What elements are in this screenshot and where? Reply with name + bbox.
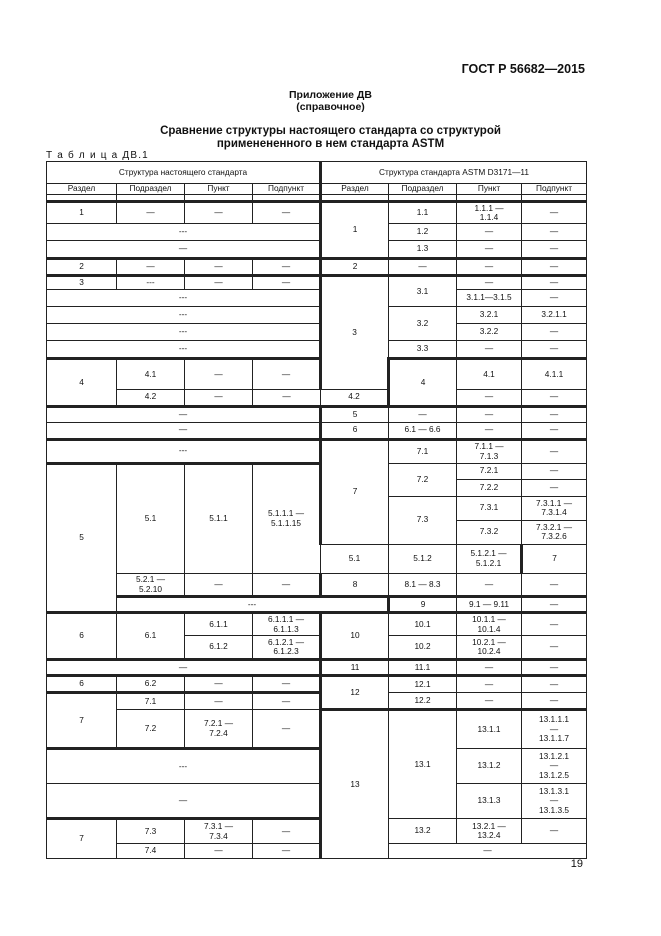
table-row	[47, 276, 587, 290]
table-row	[47, 307, 587, 324]
table-cell: 13.1.3	[457, 784, 522, 819]
table-cell: —	[457, 422, 522, 439]
table-cell: 6.1.1.1 — 6.1.1.3	[253, 613, 321, 636]
table-cell: —	[522, 574, 587, 597]
section-title	[0, 125, 661, 151]
column-header: Раздел	[321, 184, 389, 195]
table-cell: ---	[47, 307, 321, 324]
table-cell: 5.2.1 — 5.2.10	[117, 574, 185, 597]
table-cell: 13.1.1	[457, 710, 522, 749]
group-header-left: Структура настоящего стандарта	[47, 162, 321, 184]
page-number: 19	[570, 858, 583, 870]
table-cell: 1	[321, 202, 389, 259]
column-header: Подпункт	[253, 184, 321, 195]
table-cell: 3.1.1—3.1.5	[457, 290, 522, 307]
table-cell: ---	[47, 224, 321, 241]
table-cell: —	[47, 422, 321, 439]
table-cell: —	[522, 439, 587, 463]
table-cell: 7.1	[389, 439, 457, 463]
table-cell: 11	[321, 660, 389, 676]
standard-designation: ГОСТ Р 56682—2015	[461, 62, 585, 76]
table-cell: 13.1.2.1 — 13.1.2.5	[522, 749, 587, 784]
table-cell: —	[522, 324, 587, 341]
table-cell: —	[457, 241, 522, 259]
table-group-header-row	[47, 162, 587, 184]
table-cell: 1.1	[389, 202, 457, 224]
table-cell: 3.3	[389, 341, 457, 359]
column-header: Раздел	[47, 184, 117, 195]
table-cell: ---	[117, 597, 389, 613]
table-cell: 7.2.1	[457, 463, 522, 479]
table-row	[47, 259, 587, 276]
table-cell: 3	[47, 276, 117, 290]
table-cell: —	[253, 202, 321, 224]
table-cell: 5.1.2	[389, 544, 457, 574]
table-row	[47, 341, 587, 359]
table-cell: —	[185, 259, 253, 276]
table-cell: —	[253, 259, 321, 276]
column-header: Пункт	[457, 184, 522, 195]
table-cell: 7	[321, 439, 389, 544]
table-cell: —	[522, 660, 587, 676]
table-row	[47, 660, 587, 676]
table-cell: 6	[47, 613, 117, 660]
table-cell: —	[47, 406, 321, 422]
table-cell: 6	[321, 422, 389, 439]
table-cell: 7.3.2	[457, 520, 522, 544]
table-cell: —	[389, 844, 587, 859]
table-cell: 6.1 — 6.6	[389, 422, 457, 439]
column-header: Подпункт	[522, 184, 587, 195]
table-cell: 3.2	[389, 307, 457, 341]
table-cell: 3	[321, 276, 389, 390]
table-cell: 7.2	[117, 710, 185, 749]
section-title-line-1: Сравнение структуры настоящего стандарта со структурой	[160, 125, 501, 137]
table-cell: —	[185, 359, 253, 390]
table-cell: —	[522, 479, 587, 496]
table-cell: 4	[389, 359, 457, 407]
table-cell: —	[457, 276, 522, 290]
table-cell: 1.3	[389, 241, 457, 259]
table-row	[47, 359, 587, 390]
column-header: Подраздел	[389, 184, 457, 195]
table-cell: 4	[47, 359, 117, 407]
table-cell: 7.2	[389, 463, 457, 496]
table-cell: 6.1.2.1 — 6.1.2.3	[253, 636, 321, 660]
table-cell: ---	[117, 276, 185, 290]
table-cell: 6	[47, 676, 117, 693]
table-cell: —	[253, 676, 321, 693]
table-cell: —	[522, 597, 587, 613]
table-cell: —	[185, 202, 253, 224]
table-cell: —	[522, 202, 587, 224]
table-cell: —	[389, 259, 457, 276]
table-cell: 13.2.1 — 13.2.4	[457, 819, 522, 844]
table-cell: 2	[47, 259, 117, 276]
table-row	[47, 422, 587, 439]
table-cell: 13.1.1.1 — 13.1.1.7	[522, 710, 587, 749]
table-cell: 10	[321, 613, 389, 660]
table-cell: 7.2.1 — 7.2.4	[185, 710, 253, 749]
table-cell: —	[253, 819, 321, 844]
table-cell: 8	[321, 574, 389, 597]
table-cell: 5.1	[117, 463, 185, 574]
table-row	[47, 613, 587, 636]
table-row	[47, 819, 587, 844]
table-cell: 7.2.2	[457, 479, 522, 496]
table-row	[47, 290, 587, 307]
table-cell: —	[522, 676, 587, 693]
table-cell: —	[522, 422, 587, 439]
table-cell: —	[253, 693, 321, 710]
table-cell: 1.1.1 — 1.1.4	[457, 202, 522, 224]
table-cell: 9.1 — 9.11	[457, 597, 522, 613]
table-cell: 9	[389, 597, 457, 613]
table-cell: 7.3	[117, 819, 185, 844]
table-row	[47, 597, 587, 613]
table-cell: —	[47, 241, 321, 259]
table-cell: 3.2.2	[457, 324, 522, 341]
table-cell: —	[185, 389, 253, 406]
table-cell: —	[117, 202, 185, 224]
table-cell: —	[457, 341, 522, 359]
table-cell: —	[522, 276, 587, 290]
table-cell: —	[457, 574, 522, 597]
table-cell: 2	[321, 259, 389, 276]
table-row	[47, 844, 587, 859]
annex-heading	[0, 89, 661, 113]
table-cell: —	[457, 389, 522, 406]
table-cell: —	[522, 819, 587, 844]
table-cell: 5.1	[321, 544, 389, 574]
table-cell: —	[253, 276, 321, 290]
table-row	[47, 324, 587, 341]
table-row	[47, 749, 587, 784]
table-cell: 1.2	[389, 224, 457, 241]
annex-title: Приложение ДВ	[289, 89, 372, 101]
table-cell: —	[253, 389, 321, 406]
table-cell: 10.1.1 — 10.1.4	[457, 613, 522, 636]
table-cell: 5	[321, 406, 389, 422]
table-cell: —	[457, 660, 522, 676]
table-cell: 12.1	[389, 676, 457, 693]
table-cell: ---	[47, 324, 321, 341]
table-cell: —	[253, 359, 321, 390]
table-cell: 7	[47, 693, 117, 749]
table-cell: 5.1.1.1 — 5.1.1.15	[253, 463, 321, 574]
group-header-right: Структура стандарта ASTM D3171—11	[321, 162, 587, 184]
table-cell: —	[457, 406, 522, 422]
table-cell: 7.3.1.1 — 7.3.1.4	[522, 496, 587, 520]
table-cell: —	[185, 676, 253, 693]
table-cell: 7	[522, 544, 587, 574]
table-cell: 7.3.1	[457, 496, 522, 520]
table-cell: 7	[47, 819, 117, 859]
table-cell: ---	[47, 290, 321, 307]
table-cell: 4.1.1	[522, 359, 587, 390]
table-row	[47, 406, 587, 422]
table-cell: 1	[47, 202, 117, 224]
column-header: Подраздел	[117, 184, 185, 195]
table-cell: 6.2	[117, 676, 185, 693]
table-cell: 3.2.1.1	[522, 307, 587, 324]
table-cell: 3.2.1	[457, 307, 522, 324]
table-cell: —	[185, 276, 253, 290]
table-row	[47, 676, 587, 693]
table-cell: —	[522, 613, 587, 636]
table-cell: 13	[321, 710, 389, 859]
table-cell: 7.3	[389, 496, 457, 544]
table-row	[47, 784, 587, 819]
table-row	[47, 389, 587, 406]
table-cell: —	[522, 636, 587, 660]
table-cell: —	[47, 784, 321, 819]
table-cell: 11.1	[389, 660, 457, 676]
table-cell: 13.2	[389, 819, 457, 844]
table-row	[47, 241, 587, 259]
table-cell: —	[185, 574, 253, 597]
table-cell: —	[253, 844, 321, 859]
table-row	[47, 463, 587, 479]
table-cell: —	[47, 660, 321, 676]
table-cell: —	[522, 290, 587, 307]
table-cell: 10.2.1 — 10.2.4	[457, 636, 522, 660]
table-cell: —	[253, 710, 321, 749]
table-cell: 4.2	[321, 389, 389, 406]
table-row	[47, 710, 587, 749]
table-spacer-row	[47, 195, 587, 202]
table-cell: —	[117, 259, 185, 276]
column-header: Пункт	[185, 184, 253, 195]
comparison-table	[46, 161, 587, 859]
table-cell: 4.1	[117, 359, 185, 390]
annex-note: (справочное)	[296, 101, 365, 113]
table-cell: 10.2	[389, 636, 457, 660]
table-cell: —	[457, 693, 522, 710]
table-cell: 13.1.2	[457, 749, 522, 784]
table-cell: ---	[47, 439, 321, 463]
table-cell: —	[457, 676, 522, 693]
table-cell: ---	[47, 341, 321, 359]
table-cell: —	[522, 389, 587, 406]
table-cell: 7.1.1 — 7.1.3	[457, 439, 522, 463]
table-cell: 8.1 — 8.3	[389, 574, 457, 597]
table-row	[47, 202, 587, 224]
table-cell: —	[522, 693, 587, 710]
table-cell: —	[522, 463, 587, 479]
table-cell: —	[185, 693, 253, 710]
table-cell: —	[522, 259, 587, 276]
table-cell: 6.1.1	[185, 613, 253, 636]
table-cell: —	[522, 241, 587, 259]
table-cell: —	[522, 341, 587, 359]
table-cell: —	[522, 406, 587, 422]
table-cell: —	[457, 259, 522, 276]
table-row	[47, 439, 587, 463]
table-cell: 13.1	[389, 710, 457, 819]
table-column-header-row	[47, 184, 587, 195]
table-cell: 5.1.2.1 — 5.1.2.1	[457, 544, 522, 574]
table-cell: 6.1	[117, 613, 185, 660]
table-cell: 5.1.1	[185, 463, 253, 574]
table-cell: 10.1	[389, 613, 457, 636]
table-row	[47, 224, 587, 241]
table-cell: 12.2	[389, 693, 457, 710]
table-cell: —	[185, 844, 253, 859]
section-title-line-2: применененного в нем стандарта ASTM	[216, 138, 445, 150]
table-cell: 5	[47, 463, 117, 613]
table-cell: 7.1	[117, 693, 185, 710]
table-cell: 6.1.2	[185, 636, 253, 660]
table-label: Т а б л и ц а ДВ.1	[46, 150, 149, 161]
table-cell: ---	[47, 749, 321, 784]
table-cell: 7.3.2.1 — 7.3.2.6	[522, 520, 587, 544]
table-cell: 7.3.1 — 7.3.4	[185, 819, 253, 844]
table-cell: —	[457, 224, 522, 241]
table-cell: 13.1.3.1 — 13.1.3.5	[522, 784, 587, 819]
table-cell: —	[522, 224, 587, 241]
table-cell: 12	[321, 676, 389, 710]
table-cell: 4.2	[117, 389, 185, 406]
table-cell: 4.1	[457, 359, 522, 390]
table-row	[47, 693, 587, 710]
table-cell: —	[253, 574, 321, 597]
table-cell: 3.1	[389, 276, 457, 307]
table-cell: 7.4	[117, 844, 185, 859]
table-row	[47, 574, 587, 597]
table-cell: —	[389, 406, 457, 422]
